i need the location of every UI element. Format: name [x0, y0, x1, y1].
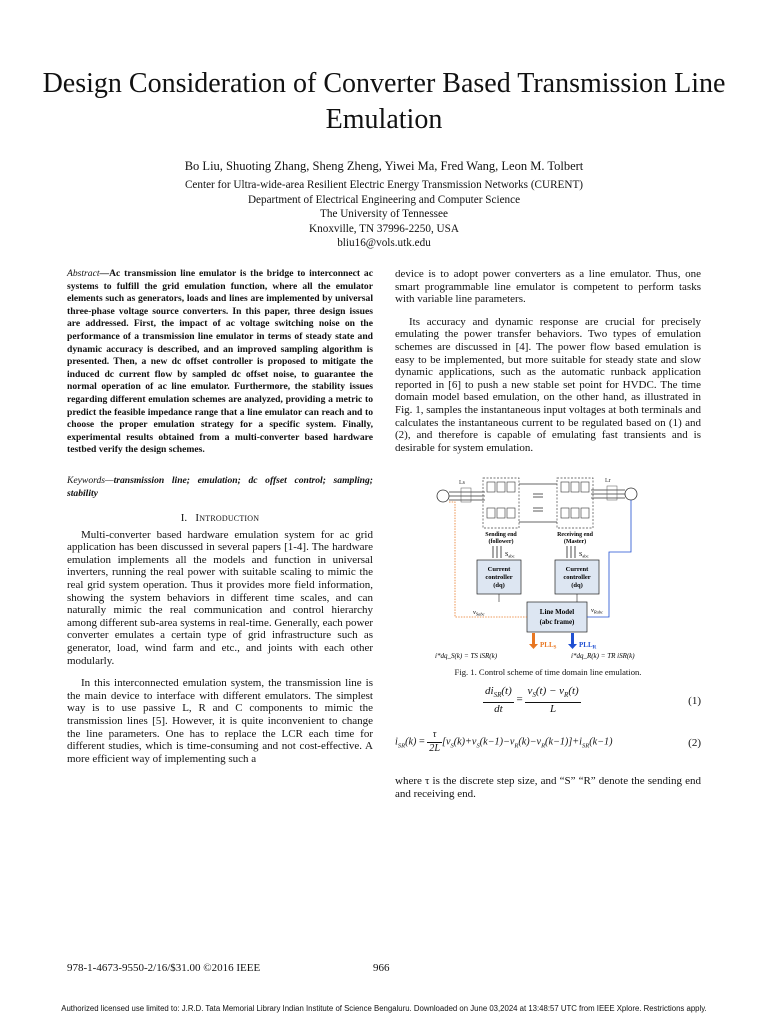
receiving-voltage-path [587, 500, 631, 617]
sending-voltage-path [449, 502, 527, 617]
abstract-lead: Abstract [67, 268, 100, 279]
figure-caption: Fig. 1. Control scheme of time domain line emulation. [454, 667, 642, 678]
keywords-text: transmission line; emulation; dc offset control; sampling; stability [67, 474, 373, 499]
affiliation-line: Center for Ultra-wide-area Resilient Electric Energy Transmission Networks (CURENT) [184, 179, 584, 191]
equation-1 [395, 685, 701, 723]
pll-r-arrow-icon [568, 633, 577, 649]
intro-paragraph-2: In this interconnected emulation system, the transmission line is the main device to interface with different emulators. The simplest way is to use passive L, R and C components to mimic the transmission lines [5]. However, it is quite inconvenient to change the line parameters. One has to replace the LCR each time for different studies, which is time-consuming and not cost-effective. A more efficient way of implementing such a [67, 677, 373, 765]
section-heading [67, 512, 373, 525]
line-model-label: Line Model [539, 608, 575, 617]
affiliation-line: Knoxville, TN 37996-2250, USA [309, 222, 459, 235]
receiving-role-label: (Master) [563, 539, 587, 546]
abstract [67, 268, 373, 457]
affiliation-block [20, 178, 748, 251]
affiliation-line: Department of Electrical Engineering and Computer Science [247, 193, 521, 206]
right-paragraph-2: Its accuracy and dynamic response are crucial for precisely emulating the power transfer behaviors. Two types of emulation schemes are discussed in [4]. The power flow based emulation is easy to be implemented, but more suitable for steady state and slow dynamic applications, such as the automatic runback application reported in [6] to push a new stable set point for HVDC. The time domain model based emulation, on the other hand, as illustrated in Fig. 1, samples the instantaneous input voltages at both terminals and calculates the instantaneous current to be regulated based on (1) and (2), and therefore is capable of emulating fast transients and is desirable for system emulation. [395, 315, 701, 454]
cc-label: Current [487, 566, 511, 574]
affiliation-line: The University of Tennessee [320, 208, 448, 221]
right-column [395, 268, 701, 800]
section-number: I. [180, 512, 188, 525]
figure-1 [395, 472, 701, 660]
cc-label: (dq) [493, 582, 505, 590]
author-email: bliu16@vols.utk.edu [337, 237, 431, 250]
control-scheme-diagram [395, 472, 701, 660]
pll-s-arrow-icon [529, 633, 538, 649]
line-model-box [527, 602, 587, 632]
v-sabc-label: $v_{Sabc}$ [473, 609, 485, 617]
paper-title: Design Consideration of Converter Based Transmission Line Emulation [42, 68, 726, 135]
right-paragraph-3: where τ is the discrete step size, and “S” “R” denote the sending end and receiving end. [395, 774, 701, 800]
source-r-icon [625, 488, 637, 500]
v-rabc-label: $v_{Rabc}$ [591, 607, 604, 615]
sending-role-label: (follower) [488, 539, 514, 546]
left-column [67, 268, 373, 765]
cc-label: controller [485, 574, 513, 582]
sending-converter [483, 478, 519, 528]
author-list: Bo Liu, Shuoting Zhang, Sheng Zheng, Yiwei Ma, Fred Wang, Leon M. Tolbert [184, 159, 584, 173]
cc-label: (dq) [571, 582, 583, 590]
cc-label: controller [563, 574, 591, 582]
inductor-lr-label: Lr [605, 478, 611, 485]
section-title: Introduction [195, 512, 260, 525]
keywords-lead: Keywords— [67, 474, 114, 486]
receiving-end-label: Receiving end [557, 532, 593, 539]
keywords [67, 475, 373, 500]
inductor-ls-label: Ls [459, 480, 465, 487]
license-notice: Authorized licensed use limited to: J.R.D. Tata Memorial Library Indian Institute of Science Bengaluru. Downloaded on June 03,2024 at 13:48:57 UTC from IEEE Xplore. Restrictions apply. [61, 1004, 707, 1013]
footer-isbn: 978-1-4673-9550-2/16/$31.00 ©2016 IEEE [67, 962, 261, 974]
gate-signal-label: $S_{abc}$ [505, 552, 515, 559]
equation-2-number: (2) [688, 736, 701, 749]
right-paragraph-1: device is to adopt power converters as a line emulator. Thus, one smart programmable line emulator is competent to perform tasks with variable line parameters. [395, 268, 701, 306]
equation-sending-ref: i*dq_S(k) = TS iSR(k) [435, 652, 498, 661]
cc-label: Current [565, 566, 589, 574]
page-number: 966 [373, 962, 390, 974]
gate-signal-label: $S_{abc}$ [579, 552, 589, 559]
equation-2-body: $i_{SR}(k)$ = $\frac{\tau}{2L}$ $[v_S(k)+v_S(k-1)-v_R(k)-v_R(k-1)]+i_{SR}(k-1)$ [395, 728, 613, 754]
equation-1-body: $\frac{di_{SR}(t)}{dt}$ = $\frac{v_S(t) - v_R(t)}{L}$ [485, 684, 579, 715]
sending-end-label: Sending end [485, 532, 517, 539]
receiving-converter [557, 478, 593, 528]
equation-receiving-ref: i*dq_R(k) = TR iSR(k) [571, 652, 635, 661]
equation-2 [395, 727, 701, 765]
abstract-text: —Ac transmission line emulator is the bridge to interconnect ac systems to fulfill the grid emulation function, where all the emulator elements such as generators, loads and lines are implemented by universal three-phase voltage source converters. In this paper, three design issues are addressed. First, the impact of ac voltage switching noise on the performance of a transmission line emulator in terms of steady state and dynamic accuracy is described, and an improved sampling algorithm is presented. Then, a new dc offset controller is proposed to mitigate the induced dc current flow by sampled dc offset noise, to guarantee the normal operation of ac line emulator. Furthermore, the stability issues regarding different emulation schemes are analyzed, providing a metric to predict the feasible impedance range that a line emulator can reach and to choose the proper emulation strategy for a specific system. Finally, experimental results obtained from a multi-converter based hardware testbed verify the design schemes. [67, 268, 373, 456]
intro-paragraph-1: Multi-converter based hardware emulation system for ac grid application has been discussed in several papers [1-4]. The hardware emulation implements all the models and function in universal inverters, running the real power with suitable scaling to mimic the real grid system operation. Thus it provides more field information, showing the system behaviors in different time scales, and can naturally mimic the real communication and control hierarchy among different sub-area systems in real-time. Generally, each power converter emulates a certain type of grid infrastructure such as generator, load, wind farm and etc., and joints with each other modularly. [67, 528, 373, 667]
pll-s-label: $PLL_S$ [540, 641, 557, 651]
pll-r-label: $PLL_R$ [579, 641, 597, 651]
source-s-icon [437, 490, 449, 502]
line-model-label: (abc frame) [539, 618, 575, 627]
equation-1-number: (1) [688, 694, 701, 707]
